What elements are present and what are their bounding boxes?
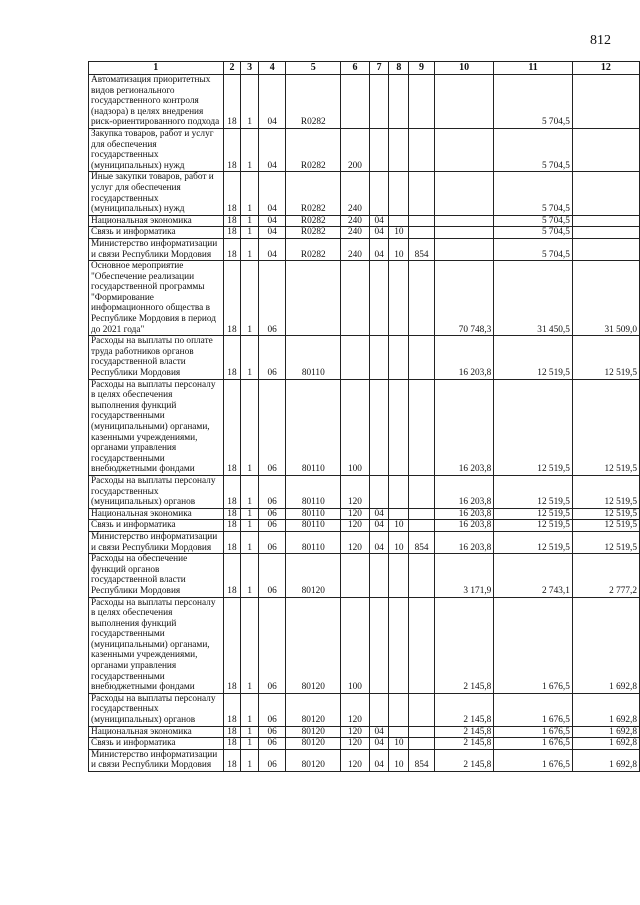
col2-cell: 18: [223, 749, 241, 771]
col2-cell: 18: [223, 227, 241, 239]
col11-cell: 5 704,5: [494, 172, 573, 215]
row-name-cell: Расходы на выплаты по оплате труда работников органов государственной власти Республики Мордовия: [89, 336, 224, 379]
col7-cell: 04: [369, 508, 389, 520]
col8-cell: [389, 379, 409, 475]
row-name-cell: Иные закупки товаров, работ и услуг для обеспечения государственных (муниципальных) нужд: [89, 172, 224, 215]
col4-cell: 06: [259, 261, 286, 336]
col8-cell: [389, 475, 409, 508]
col12-cell: 1 692,8: [572, 738, 639, 750]
col5-cell: R0282: [286, 238, 341, 260]
col10-cell: 16 203,8: [434, 508, 493, 520]
col7-cell: 04: [369, 738, 389, 750]
col5-cell: [286, 261, 341, 336]
col8-cell: [389, 597, 409, 693]
table-row: [89, 597, 640, 693]
col10-cell: 16 203,8: [434, 336, 493, 379]
row-name-cell: Расходы на выплаты персоналу государственных (муниципальных) органов: [89, 693, 224, 726]
col12-cell: [572, 215, 639, 227]
col3-cell: 1: [241, 215, 259, 227]
table-row: [89, 693, 640, 726]
col9-cell: [409, 554, 435, 597]
col8-cell: 10: [389, 520, 409, 532]
col9-cell: [409, 128, 435, 171]
column-header: 1: [89, 62, 224, 75]
col3-cell: 1: [241, 336, 259, 379]
col7-cell: [369, 379, 389, 475]
col11-cell: 5 704,5: [494, 227, 573, 239]
col6-cell: 120: [341, 531, 370, 553]
col6-cell: [341, 75, 370, 129]
col5-cell: 80110: [286, 531, 341, 553]
col8-cell: 10: [389, 531, 409, 553]
table-row: [89, 738, 640, 750]
col10-cell: 3 171,9: [434, 554, 493, 597]
col3-cell: 1: [241, 726, 259, 738]
row-name-cell: Основное мероприятие "Обеспечение реализации государственной программы "Формирование информационного общества в Республике Мордовия в период до 2021 года": [89, 261, 224, 336]
col5-cell: 80120: [286, 693, 341, 726]
col3-cell: 1: [241, 508, 259, 520]
col9-cell: [409, 475, 435, 508]
col6-cell: 240: [341, 227, 370, 239]
page-number: 812: [590, 33, 611, 48]
col2-cell: 18: [223, 738, 241, 750]
col9-cell: [409, 227, 435, 239]
col2-cell: 18: [223, 215, 241, 227]
col7-cell: 04: [369, 215, 389, 227]
col2-cell: 18: [223, 261, 241, 336]
col2-cell: 18: [223, 726, 241, 738]
col8-cell: [389, 128, 409, 171]
col10-cell: [434, 75, 493, 129]
column-header: 9: [409, 62, 435, 75]
col2-cell: 18: [223, 475, 241, 508]
column-header: 10: [434, 62, 493, 75]
col11-cell: 12 519,5: [494, 520, 573, 532]
col11-cell: 1 676,5: [494, 726, 573, 738]
col11-cell: 1 676,5: [494, 597, 573, 693]
table-row: [89, 336, 640, 379]
col3-cell: 1: [241, 172, 259, 215]
col7-cell: 04: [369, 531, 389, 553]
col3-cell: 1: [241, 227, 259, 239]
col6-cell: 120: [341, 520, 370, 532]
col11-cell: 2 743,1: [494, 554, 573, 597]
col11-cell: 5 704,5: [494, 75, 573, 129]
col10-cell: [434, 238, 493, 260]
col12-cell: [572, 227, 639, 239]
col2-cell: 18: [223, 597, 241, 693]
col4-cell: 06: [259, 475, 286, 508]
col11-cell: 12 519,5: [494, 379, 573, 475]
col3-cell: 1: [241, 554, 259, 597]
col4-cell: 04: [259, 238, 286, 260]
col9-cell: [409, 336, 435, 379]
column-header: 7: [369, 62, 389, 75]
col12-cell: 12 519,5: [572, 531, 639, 553]
row-name-cell: Закупка товаров, работ и услуг для обеспечения государственных (муниципальных) нужд: [89, 128, 224, 171]
col9-cell: 854: [409, 531, 435, 553]
col3-cell: 1: [241, 749, 259, 771]
col11-cell: 1 676,5: [494, 749, 573, 771]
col12-cell: [572, 128, 639, 171]
col12-cell: [572, 172, 639, 215]
col4-cell: 06: [259, 508, 286, 520]
col2-cell: 18: [223, 520, 241, 532]
col12-cell: 1 692,8: [572, 726, 639, 738]
col8-cell: 10: [389, 749, 409, 771]
col6-cell: 100: [341, 379, 370, 475]
col4-cell: 06: [259, 597, 286, 693]
col11-cell: 12 519,5: [494, 531, 573, 553]
column-header: 8: [389, 62, 409, 75]
col5-cell: R0282: [286, 227, 341, 239]
row-name-cell: Расходы на выплаты персоналу в целях обеспечения выполнения функций государственными (муниципальными) органами, казенными учреждениями, органами управления государственными внебюджетными фондами: [89, 597, 224, 693]
col4-cell: 04: [259, 75, 286, 129]
col11-cell: 5 704,5: [494, 238, 573, 260]
col9-cell: [409, 520, 435, 532]
table-row: [89, 238, 640, 260]
col9-cell: [409, 693, 435, 726]
col2-cell: 18: [223, 336, 241, 379]
col4-cell: 06: [259, 726, 286, 738]
col12-cell: 12 519,5: [572, 508, 639, 520]
col7-cell: [369, 475, 389, 508]
col7-cell: [369, 693, 389, 726]
col8-cell: 10: [389, 738, 409, 750]
col8-cell: 10: [389, 227, 409, 239]
col12-cell: 1 692,8: [572, 749, 639, 771]
col12-cell: 31 509,0: [572, 261, 639, 336]
col3-cell: 1: [241, 128, 259, 171]
table-row: [89, 379, 640, 475]
table-header: [89, 62, 640, 75]
col7-cell: 04: [369, 749, 389, 771]
col8-cell: [389, 336, 409, 379]
table-row: [89, 215, 640, 227]
col4-cell: 06: [259, 336, 286, 379]
col8-cell: [389, 726, 409, 738]
col8-cell: [389, 215, 409, 227]
col2-cell: 18: [223, 554, 241, 597]
row-name-cell: Министерство информатизации и связи Республики Мордовия: [89, 238, 224, 260]
col6-cell: 120: [341, 738, 370, 750]
col10-cell: 2 145,8: [434, 597, 493, 693]
col10-cell: [434, 215, 493, 227]
header-row: [89, 62, 640, 75]
column-header: 5: [286, 62, 341, 75]
col5-cell: 80120: [286, 726, 341, 738]
table-row: [89, 475, 640, 508]
col7-cell: 04: [369, 238, 389, 260]
col5-cell: 80110: [286, 336, 341, 379]
col4-cell: 06: [259, 554, 286, 597]
col5-cell: R0282: [286, 172, 341, 215]
col3-cell: 1: [241, 75, 259, 129]
col10-cell: [434, 172, 493, 215]
row-name-cell: Расходы на обеспечение функций органов государственной власти Республики Мордовия: [89, 554, 224, 597]
col6-cell: [341, 554, 370, 597]
col3-cell: 1: [241, 738, 259, 750]
col10-cell: 16 203,8: [434, 379, 493, 475]
col9-cell: [409, 75, 435, 129]
col4-cell: 04: [259, 215, 286, 227]
col9-cell: [409, 508, 435, 520]
table-row: [89, 75, 640, 129]
col6-cell: 100: [341, 597, 370, 693]
row-name-cell: Связь и информатика: [89, 227, 224, 239]
row-name-cell: Министерство информатизации и связи Республики Мордовия: [89, 531, 224, 553]
col12-cell: [572, 75, 639, 129]
col6-cell: 240: [341, 172, 370, 215]
col5-cell: 80120: [286, 554, 341, 597]
col2-cell: 18: [223, 508, 241, 520]
col3-cell: 1: [241, 531, 259, 553]
col7-cell: [369, 128, 389, 171]
col4-cell: 06: [259, 693, 286, 726]
col6-cell: 240: [341, 215, 370, 227]
col10-cell: 16 203,8: [434, 520, 493, 532]
column-header: 3: [241, 62, 259, 75]
col5-cell: 80120: [286, 738, 341, 750]
col8-cell: [389, 554, 409, 597]
row-name-cell: Национальная экономика: [89, 215, 224, 227]
col8-cell: [389, 693, 409, 726]
col11-cell: 1 676,5: [494, 738, 573, 750]
col10-cell: 2 145,8: [434, 726, 493, 738]
row-name-cell: Расходы на выплаты персоналу государственных (муниципальных) органов: [89, 475, 224, 508]
col4-cell: 06: [259, 749, 286, 771]
col12-cell: 12 519,5: [572, 475, 639, 508]
col10-cell: [434, 227, 493, 239]
col2-cell: 18: [223, 531, 241, 553]
col5-cell: 80120: [286, 749, 341, 771]
column-header: 2: [223, 62, 241, 75]
col5-cell: 80120: [286, 597, 341, 693]
col6-cell: 120: [341, 508, 370, 520]
budget-table: [88, 61, 640, 772]
col4-cell: 06: [259, 379, 286, 475]
table-row: [89, 227, 640, 239]
col9-cell: [409, 215, 435, 227]
col10-cell: 16 203,8: [434, 531, 493, 553]
col7-cell: 04: [369, 227, 389, 239]
col7-cell: [369, 261, 389, 336]
row-name-cell: Расходы на выплаты персоналу в целях обеспечения выполнения функций государственными (муниципальными) органами, казенными учреждениями, органами управления государственными внебюджетными фондами: [89, 379, 224, 475]
row-name-cell: Автоматизация приоритетных видов регионального государственного контроля (надзора) в целях внедрения риск-ориентированного подхода: [89, 75, 224, 129]
col3-cell: 1: [241, 238, 259, 260]
col2-cell: 18: [223, 379, 241, 475]
col11-cell: 1 676,5: [494, 693, 573, 726]
col3-cell: 1: [241, 693, 259, 726]
col6-cell: 120: [341, 475, 370, 508]
col6-cell: 120: [341, 693, 370, 726]
table-body: [89, 75, 640, 772]
col3-cell: 1: [241, 520, 259, 532]
col11-cell: 5 704,5: [494, 215, 573, 227]
col7-cell: [369, 172, 389, 215]
table-row: [89, 554, 640, 597]
col10-cell: 16 203,8: [434, 475, 493, 508]
col4-cell: 04: [259, 172, 286, 215]
col9-cell: [409, 597, 435, 693]
col4-cell: 04: [259, 128, 286, 171]
row-name-cell: Министерство информатизации и связи Республики Мордовия: [89, 749, 224, 771]
column-header: 12: [572, 62, 639, 75]
table-row: [89, 749, 640, 771]
col11-cell: 12 519,5: [494, 475, 573, 508]
col7-cell: [369, 554, 389, 597]
col3-cell: 1: [241, 597, 259, 693]
col12-cell: 12 519,5: [572, 520, 639, 532]
col12-cell: 12 519,5: [572, 336, 639, 379]
table-row: [89, 128, 640, 171]
row-name-cell: Связь и информатика: [89, 738, 224, 750]
col7-cell: 04: [369, 726, 389, 738]
col12-cell: 1 692,8: [572, 693, 639, 726]
col9-cell: [409, 726, 435, 738]
column-header: 4: [259, 62, 286, 75]
table-row: [89, 520, 640, 532]
column-header: 11: [494, 62, 573, 75]
col8-cell: [389, 508, 409, 520]
col7-cell: [369, 336, 389, 379]
col11-cell: 5 704,5: [494, 128, 573, 171]
col10-cell: [434, 128, 493, 171]
col2-cell: 18: [223, 693, 241, 726]
col12-cell: [572, 238, 639, 260]
col12-cell: 2 777,2: [572, 554, 639, 597]
col5-cell: R0282: [286, 128, 341, 171]
col5-cell: 80110: [286, 508, 341, 520]
col9-cell: 854: [409, 749, 435, 771]
col6-cell: 240: [341, 238, 370, 260]
col6-cell: [341, 261, 370, 336]
col6-cell: 120: [341, 726, 370, 738]
col7-cell: 04: [369, 520, 389, 532]
col4-cell: 06: [259, 738, 286, 750]
col7-cell: [369, 75, 389, 129]
col9-cell: 854: [409, 238, 435, 260]
table-row: [89, 508, 640, 520]
column-header: 6: [341, 62, 370, 75]
col11-cell: 31 450,5: [494, 261, 573, 336]
row-name-cell: Связь и информатика: [89, 520, 224, 532]
col12-cell: 12 519,5: [572, 379, 639, 475]
col2-cell: 18: [223, 172, 241, 215]
col11-cell: 12 519,5: [494, 508, 573, 520]
table-row: [89, 172, 640, 215]
col6-cell: 120: [341, 749, 370, 771]
col8-cell: [389, 261, 409, 336]
col3-cell: 1: [241, 379, 259, 475]
col2-cell: 18: [223, 238, 241, 260]
col9-cell: [409, 379, 435, 475]
col4-cell: 06: [259, 531, 286, 553]
col10-cell: 70 748,3: [434, 261, 493, 336]
col10-cell: 2 145,8: [434, 693, 493, 726]
col4-cell: 04: [259, 227, 286, 239]
row-name-cell: Национальная экономика: [89, 726, 224, 738]
col5-cell: 80110: [286, 520, 341, 532]
col5-cell: R0282: [286, 215, 341, 227]
col6-cell: 200: [341, 128, 370, 171]
col9-cell: [409, 261, 435, 336]
col12-cell: 1 692,8: [572, 597, 639, 693]
col3-cell: 1: [241, 261, 259, 336]
table-row: [89, 726, 640, 738]
col8-cell: 10: [389, 238, 409, 260]
col2-cell: 18: [223, 75, 241, 129]
col10-cell: 2 145,8: [434, 749, 493, 771]
col8-cell: [389, 75, 409, 129]
col3-cell: 1: [241, 475, 259, 508]
row-name-cell: Национальная экономика: [89, 508, 224, 520]
table-row: [89, 261, 640, 336]
col9-cell: [409, 172, 435, 215]
col5-cell: R0282: [286, 75, 341, 129]
col2-cell: 18: [223, 128, 241, 171]
col5-cell: 80110: [286, 475, 341, 508]
table-row: [89, 531, 640, 553]
col10-cell: 2 145,8: [434, 738, 493, 750]
col5-cell: 80110: [286, 379, 341, 475]
col11-cell: 12 519,5: [494, 336, 573, 379]
col7-cell: [369, 597, 389, 693]
col6-cell: [341, 336, 370, 379]
col9-cell: [409, 738, 435, 750]
col4-cell: 06: [259, 520, 286, 532]
col8-cell: [389, 172, 409, 215]
